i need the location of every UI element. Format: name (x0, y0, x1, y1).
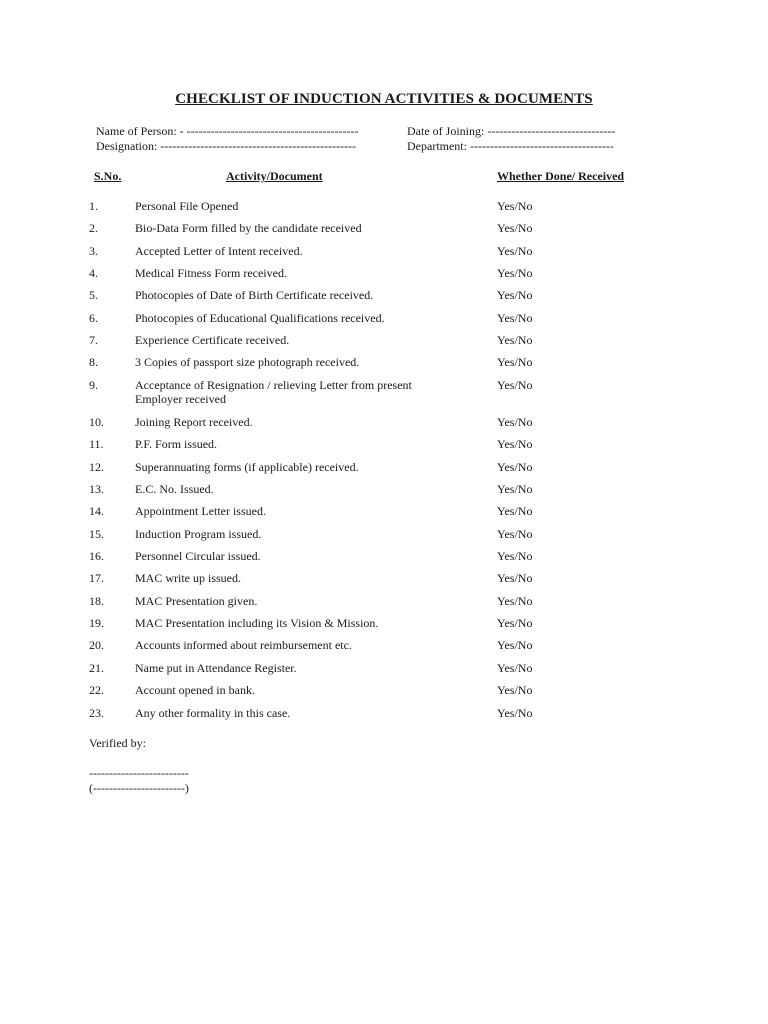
row-number: 18. (89, 594, 104, 608)
row-number: 13. (89, 482, 104, 496)
row-activity: Accepted Letter of Intent received. (135, 244, 303, 258)
column-header-status: Whether Done/ Received (497, 169, 625, 183)
row-status: Yes/No (497, 378, 533, 392)
row-number: 23. (89, 706, 104, 720)
row-activity: Accounts informed about reimbursement etc. (135, 638, 352, 652)
document-title: CHECKLIST OF INDUCTION ACTIVITIES & DOCUMENTS (175, 91, 593, 107)
row-number: 6. (89, 311, 98, 325)
row-activity: Personal File Opened (135, 199, 239, 213)
row-activity: Account opened in bank. (135, 683, 255, 697)
row-number: 12. (89, 460, 104, 474)
row-status: Yes/No (497, 594, 533, 608)
row-number: 9. (89, 378, 98, 392)
row-activity: Name put in Attendance Register. (135, 661, 297, 675)
row-number: 17. (89, 571, 104, 585)
row-status: Yes/No (497, 527, 533, 541)
name-of-person-field: Name of Person: - ------------------------------------------- (96, 124, 359, 138)
row-status: Yes/No (497, 333, 533, 347)
date-of-joining-field: Date of Joining: -------------------------------- (407, 124, 616, 138)
row-number: 21. (89, 661, 104, 675)
row-activity: Bio-Data Form filled by the candidate received (135, 221, 362, 235)
row-activity: MAC Presentation including its Vision & Mission. (135, 616, 379, 630)
row-status: Yes/No (497, 638, 533, 652)
row-activity: Acceptance of Resignation / relieving Letter from present Employer received (135, 378, 412, 406)
signature-line: ------------------------- (89, 766, 189, 780)
row-number: 14. (89, 504, 104, 518)
row-number: 4. (89, 266, 98, 280)
row-activity: Joining Report received. (135, 415, 253, 429)
row-number: 3. (89, 244, 98, 258)
row-status: Yes/No (497, 437, 533, 451)
row-status: Yes/No (497, 221, 533, 235)
row-number: 11. (89, 437, 104, 451)
row-status: Yes/No (497, 706, 533, 720)
row-activity: Photocopies of Educational Qualifications received. (135, 311, 385, 325)
row-activity: Photocopies of Date of Birth Certificate received. (135, 288, 374, 302)
row-status: Yes/No (497, 661, 533, 675)
row-number: 20. (89, 638, 104, 652)
row-number: 19. (89, 616, 104, 630)
department-field: Department: ------------------------------------ (407, 139, 614, 153)
row-activity: Experience Certificate received. (135, 333, 290, 347)
row-activity: Superannuating forms (if applicable) received. (135, 460, 359, 474)
row-activity: E.C. No. Issued. (135, 482, 214, 496)
row-status: Yes/No (497, 288, 533, 302)
row-number: 15. (89, 527, 104, 541)
row-activity: Induction Program issued. (135, 527, 262, 541)
row-activity: P.F. Form issued. (135, 437, 218, 451)
row-status: Yes/No (497, 199, 533, 213)
row-activity: 3 Copies of passport size photograph received. (135, 355, 360, 369)
row-status: Yes/No (497, 460, 533, 474)
designation-field: Designation: ------------------------------------------------- (96, 139, 357, 153)
row-number: 10. (89, 415, 104, 429)
row-number: 8. (89, 355, 98, 369)
row-status: Yes/No (497, 482, 533, 496)
row-status: Yes/No (497, 355, 533, 369)
row-status: Yes/No (497, 549, 533, 563)
row-activity: Medical Fitness Form received. (135, 266, 287, 280)
column-header-sno: S.No. (94, 169, 122, 183)
verifier-name-line: (-----------------------) (89, 781, 189, 795)
row-status: Yes/No (497, 415, 533, 429)
row-number: 7. (89, 333, 98, 347)
row-number: 1. (89, 199, 98, 213)
row-number: 5. (89, 288, 98, 302)
row-status: Yes/No (497, 616, 533, 630)
row-activity: MAC Presentation given. (135, 594, 258, 608)
row-number: 2. (89, 221, 98, 235)
row-activity: Any other formality in this case. (135, 706, 291, 720)
row-status: Yes/No (497, 683, 533, 697)
row-number: 22. (89, 683, 104, 697)
row-status: Yes/No (497, 504, 533, 518)
row-status: Yes/No (497, 571, 533, 585)
verified-by-label: Verified by: (89, 736, 146, 750)
row-activity: Appointment Letter issued. (135, 504, 266, 518)
row-status: Yes/No (497, 244, 533, 258)
row-number: 16. (89, 549, 104, 563)
row-activity: MAC write up issued. (135, 571, 241, 585)
column-header-activity: Activity/Document (226, 169, 323, 183)
row-activity: Personnel Circular issued. (135, 549, 261, 563)
row-status: Yes/No (497, 266, 533, 280)
row-status: Yes/No (497, 311, 533, 325)
